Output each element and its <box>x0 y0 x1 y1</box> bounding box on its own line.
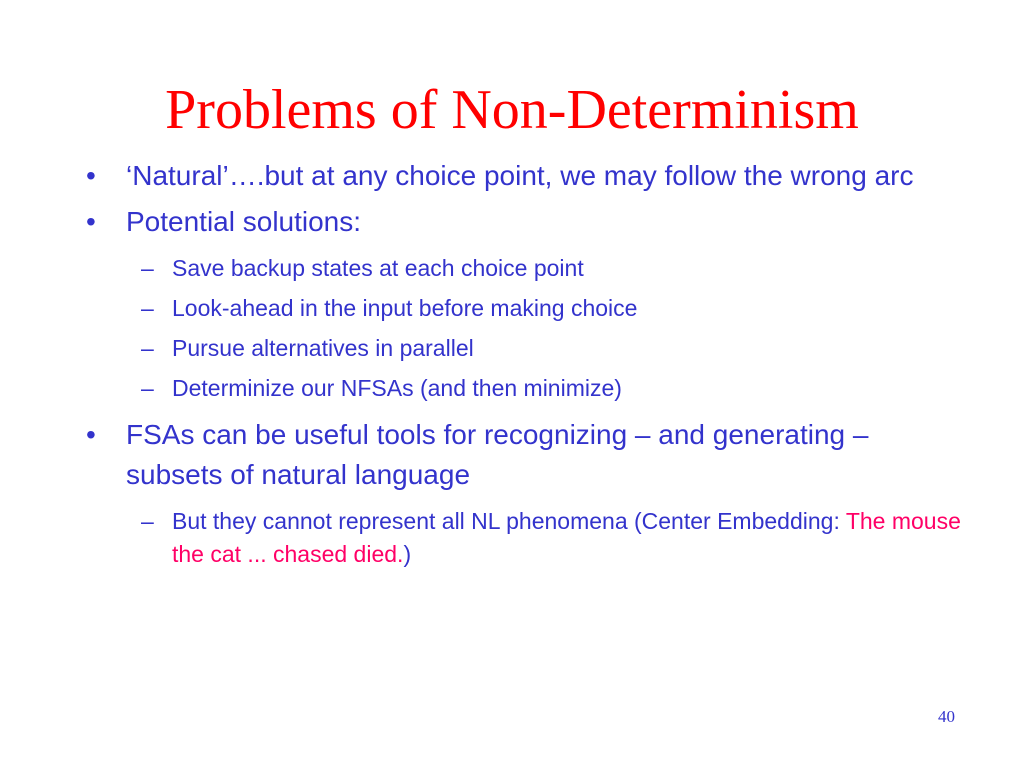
sub-bullet-text: Look-ahead in the input before making choice <box>172 295 638 321</box>
sub-bullet-look-ahead <box>86 292 966 325</box>
dash-icon: – <box>141 375 154 401</box>
sub-bullet-center-embedding <box>86 505 966 571</box>
bullet-text: ‘Natural’….but at any choice point, we may follow the wrong arc <box>126 160 914 191</box>
dash-icon: – <box>141 508 154 534</box>
sub-bullet-text: Pursue alternatives in parallel <box>172 335 474 361</box>
sub-bullet-parallel <box>86 332 966 365</box>
bullet-dot-icon: • <box>86 206 96 237</box>
bullet-text: Potential solutions: <box>126 206 362 237</box>
sub-bullet-text <box>172 508 961 567</box>
sub-bullet-text: Determinize our NFSAs (and then minimize) <box>172 375 622 401</box>
sub-bullet-determinize <box>86 372 966 405</box>
bullet-dot-icon: • <box>86 160 96 191</box>
page-number: 40 <box>938 707 955 726</box>
sub-bullet-save-backup <box>86 252 966 285</box>
slide-title: Problems of Non-Determinism <box>165 79 859 141</box>
dash-icon: – <box>141 295 154 321</box>
bullet-natural <box>86 156 966 196</box>
sub-bullet-text-after: ) <box>403 541 412 567</box>
sub-bullet-text-before: But they cannot represent all NL phenomena (Center Embedding: <box>172 508 846 534</box>
example-sentence: The mouse the cat ... chased died. <box>172 508 961 567</box>
dash-icon: – <box>141 335 154 361</box>
bullet-potential-solutions <box>86 202 966 242</box>
bullet-text: FSAs can be useful tools for recognizing – and generating – subsets of natural language <box>126 419 869 490</box>
bullet-fsas-useful <box>86 415 966 495</box>
dash-icon: – <box>141 255 154 281</box>
sub-bullet-text: Save backup states at each choice point <box>172 255 584 281</box>
bullet-dot-icon: • <box>86 419 96 450</box>
slide-body <box>86 150 966 571</box>
